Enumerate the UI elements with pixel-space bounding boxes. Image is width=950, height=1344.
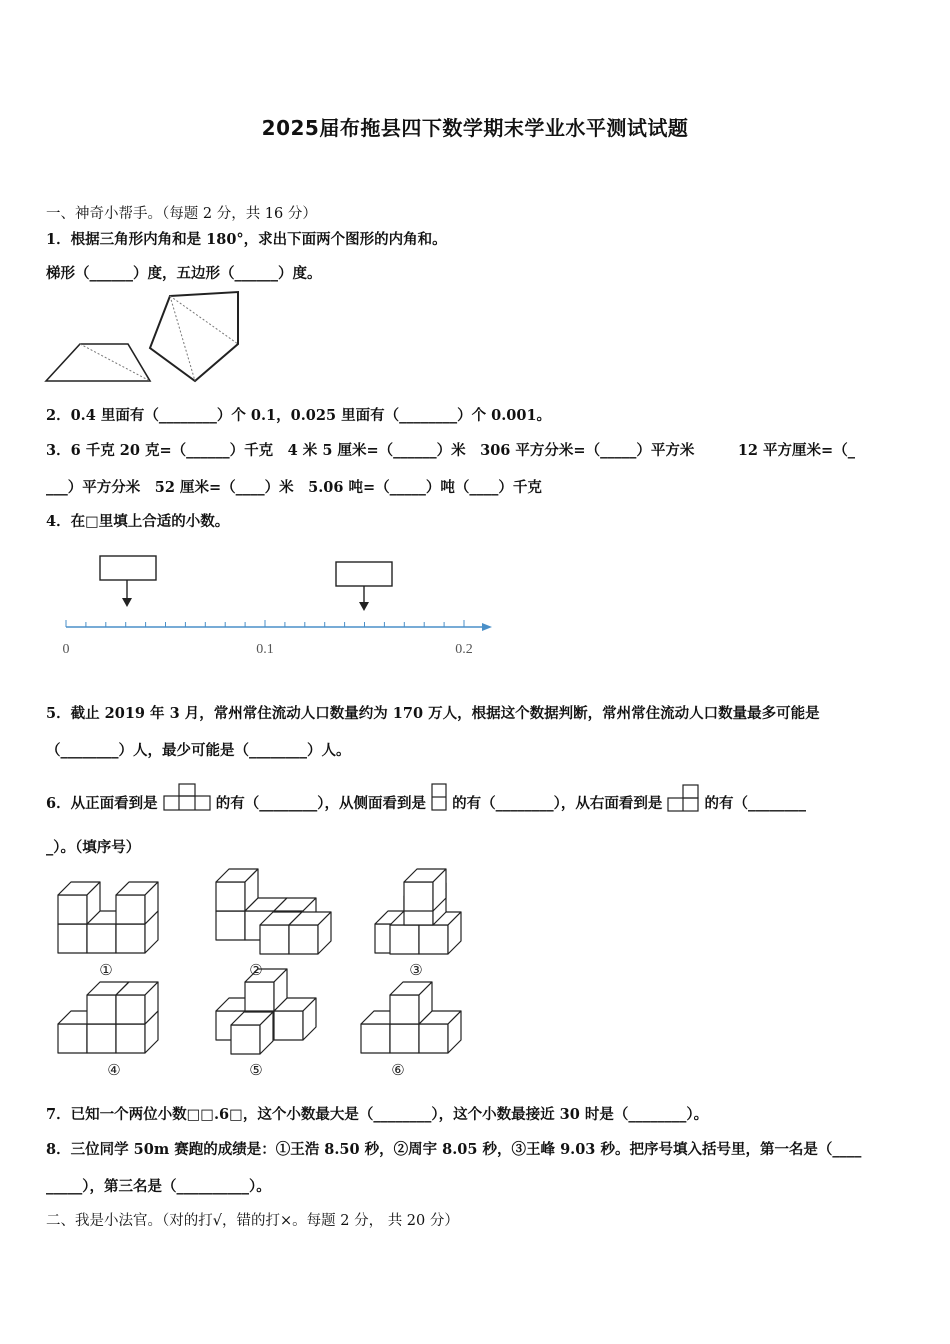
question-2: 2．0.4 里面有（________）个 0.1，0.025 里面有（________）个 0.001。 (46, 407, 552, 424)
question-5-line-2: （________）人，最少可能是（________）人。 (46, 742, 351, 759)
question-8-line-2: _____），第三名是（__________）。 (46, 1178, 271, 1195)
question-8-line-1: 8．三位同学 50m 赛跑的成绩是：①王浩 8.50 秒，②周宇 8.05 秒，③王峰 9.03 秒。把序号填入括号里，第一名是（____ (46, 1141, 862, 1158)
question-7: 7．已知一个两位小数□□.6□，这个小数最大是（________），这个小数最接近 30 时是（________）。 (46, 1106, 709, 1123)
question-4: 4．在□里填上合适的小数。 (46, 513, 230, 530)
question-3-line-2: ___）平方分米 52 厘米=（____）米 5.06 吨=（_____）吨（____）千克 (46, 479, 542, 496)
figure-label-3: ③ (409, 961, 423, 979)
figure-label-6: ⑥ (391, 1061, 405, 1079)
figure-label-5: ⑤ (249, 1061, 263, 1079)
figure-label-2: ② (249, 961, 263, 979)
question-6-part-4: 的有（________ (704, 795, 806, 812)
question-5-line-1: 5．截止 2019 年 3 月，常州常住流动人口数量约为 170 万人，根据这个数据判断，常州常住流动人口数量最多可能是 (46, 705, 820, 722)
question-1-answer: 梯形（______）度，五边形（______）度。 (46, 265, 322, 282)
question-6-part-1: 6．从正面看到是 (46, 795, 158, 812)
question-6-part-2: 的有（________），从侧面看到是 (215, 795, 426, 812)
page-title: 2025届布拖县四下数学期末学业水平测试试题 (261, 116, 689, 140)
question-6-line-2: _）。（填序号） (46, 839, 141, 856)
tick-label-0.2: 0.2 (455, 642, 473, 657)
tick-label-0.1: 0.1 (256, 642, 274, 657)
section-1-heading: 一、神奇小帮手。（每题 2 分，共 16 分） (46, 206, 317, 222)
figure-label-4: ④ (107, 1061, 121, 1079)
question-3-line-1: 3．6 千克 20 克=（______）千克 4 米 5 厘米=（______）米 306 平方分米=（_____）平方米 12 平方厘米=（_ (46, 442, 855, 459)
figure-label-1: ① (99, 961, 113, 979)
question-1: 1．根据三角形内角和是 180°，求出下面两个图形的内角和。 (46, 231, 447, 248)
question-6-part-3: 的有（________），从右面看到是 (452, 795, 663, 812)
tick-label-0: 0 (62, 642, 70, 657)
section-2-heading: 二、我是小法官。（对的打√，错的打×。每题 2 分， 共 20 分） (46, 1213, 459, 1229)
